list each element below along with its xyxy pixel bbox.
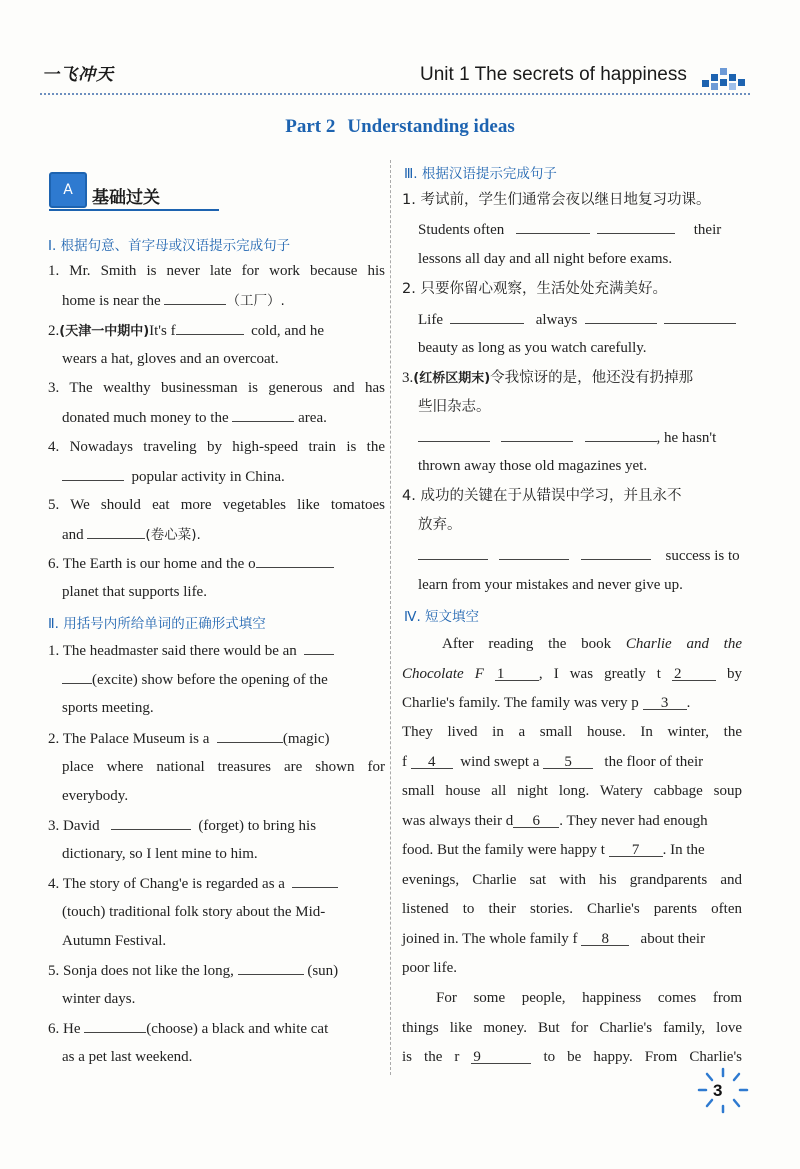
s3-q3-line3: thrown away those old magazines yet. bbox=[418, 458, 648, 474]
answer-blank[interactable] bbox=[585, 427, 657, 442]
s1-q5-line1: 5. We should eat more vegetables like tomatoes bbox=[48, 497, 385, 513]
mosaic-decoration-icon bbox=[700, 66, 746, 92]
s3-q4-line1: success is to bbox=[418, 545, 740, 566]
s3-q4-line2: learn from your mistakes and never give up. bbox=[418, 577, 683, 593]
passage-line-7: was always their d 6 . They never had enough bbox=[402, 813, 708, 829]
s1-q1-line1: 1. Mr. Smith is never late for work because his bbox=[48, 263, 385, 279]
passage-line-13: For some people, happiness comes from bbox=[436, 990, 742, 1006]
passage-line-1: After reading the book Charlie and the bbox=[442, 636, 742, 652]
answer-blank[interactable] bbox=[217, 728, 283, 743]
section-4-heading: Ⅳ. 短文填空 bbox=[404, 609, 480, 625]
s3-q3-chinese-2: 些旧杂志。 bbox=[418, 399, 491, 415]
part-name: Understanding ideas bbox=[347, 116, 515, 137]
answer-blank[interactable] bbox=[516, 219, 590, 234]
answer-blank[interactable] bbox=[176, 320, 244, 335]
answer-blank[interactable] bbox=[256, 553, 334, 568]
answer-blank[interactable] bbox=[232, 407, 294, 422]
answer-blank[interactable] bbox=[418, 427, 490, 442]
passage-line-9: evenings, Charlie sat with his grandparents and bbox=[402, 872, 742, 888]
section-badge bbox=[49, 172, 87, 208]
answer-blank[interactable] bbox=[111, 815, 191, 830]
passage-line-11: joined in. The whole family f 8 about their bbox=[402, 931, 706, 947]
s2-q6-line2: as a pet last weekend. bbox=[62, 1049, 193, 1065]
section-1-heading: Ⅰ. 根据句意、首字母或汉语提示完成句子 bbox=[48, 238, 291, 254]
s3-q2-chinese: 2. 只要你留心观察，生活处处充满美好。 bbox=[402, 281, 667, 297]
s2-q6-line1: 6. He (choose) a black and white cat bbox=[48, 1018, 328, 1039]
s2-q1-line1: 1. The headmaster said there would be an bbox=[48, 640, 334, 661]
s1-q4-line1: 4. Nowadays traveling by high-speed train is the bbox=[48, 439, 385, 455]
section-3-heading: Ⅲ. 根据汉语提示完成句子 bbox=[404, 166, 557, 182]
s3-q4-chinese: 4. 成功的关键在于从错误中学习，并且永不 bbox=[402, 488, 682, 504]
sun-rays-icon bbox=[695, 1066, 751, 1116]
passage-line-8: food. But the family were happy t 7 . In the bbox=[402, 842, 705, 858]
blank-9[interactable]: 9 bbox=[471, 1047, 531, 1064]
s3-q4-chinese-2: 放弃。 bbox=[418, 517, 462, 533]
s1-q5-line2: and (卷心菜). bbox=[62, 524, 201, 545]
s2-q5-line1: 5. Sonja does not like the long, (sun) bbox=[48, 960, 338, 981]
answer-blank[interactable] bbox=[238, 960, 304, 975]
s2-q3-line2: dictionary, so I lent mine to him. bbox=[62, 846, 258, 862]
s2-q2-line1: 2. The Palace Museum is a (magic) bbox=[48, 728, 330, 749]
s2-q4-line1: 4. The story of Chang'e is regarded as a bbox=[48, 873, 338, 894]
blank-7[interactable]: 7 bbox=[609, 840, 663, 857]
s1-q1-line2: home is near the （工厂）. bbox=[62, 290, 285, 311]
answer-blank[interactable] bbox=[292, 873, 338, 888]
blank-2[interactable]: 2 bbox=[672, 664, 716, 681]
s2-q5-line2: winter days. bbox=[62, 991, 136, 1007]
badge-underline bbox=[49, 209, 219, 211]
answer-blank[interactable] bbox=[164, 290, 226, 305]
part-title bbox=[0, 116, 800, 138]
answer-blank[interactable] bbox=[585, 309, 657, 324]
s2-q3-line1: 3. David (forget) to bring his bbox=[48, 815, 316, 836]
passage-line-15: is the r 9 to be happy. From Charlie's bbox=[402, 1049, 743, 1065]
blank-4[interactable]: 4 bbox=[411, 752, 453, 769]
answer-blank[interactable] bbox=[304, 640, 334, 655]
passage-line-4: They lived in a small house. In winter, the bbox=[402, 724, 742, 740]
answer-blank[interactable] bbox=[581, 545, 651, 560]
s1-q3-line1: 3. The wealthy businessman is generous and has bbox=[48, 380, 385, 396]
passage-line-2: Chocolate F 1 , I was greatly t 2 by bbox=[402, 666, 743, 682]
s1-q2-line1: 2.(天津一中期中)It's f cold, and he bbox=[48, 320, 324, 342]
passage-line-10: listened to their stories. Charlie's parents often bbox=[402, 901, 742, 917]
s3-q1-chinese: 1. 考试前，学生们通常会夜以继日地复习功课。 bbox=[402, 192, 711, 208]
s2-q1-line2: (excite) show before the opening of the bbox=[62, 669, 328, 690]
s1-q6-line1: 6. The Earth is our home and the o bbox=[48, 553, 334, 574]
badge-title: 基础过关 bbox=[92, 188, 160, 208]
s2-q4-line2: (touch) traditional folk story about the Mid- bbox=[62, 904, 326, 920]
badge-letter: A bbox=[63, 182, 73, 198]
s3-q3-line2: , he hasn't bbox=[418, 427, 716, 448]
s1-q3-line2: donated much money to the area. bbox=[62, 407, 327, 428]
answer-blank[interactable] bbox=[664, 309, 736, 324]
passage-line-6: small house all night long. Watery cabbage soup bbox=[402, 783, 742, 799]
publisher-logo: 一飞冲天 bbox=[42, 65, 114, 85]
blank-3[interactable]: 3 bbox=[643, 693, 687, 710]
answer-blank[interactable] bbox=[450, 309, 524, 324]
passage-line-5: f 4 wind swept a 5 the floor of their bbox=[402, 754, 704, 770]
section-2-heading: Ⅱ. 用括号内所给单词的正确形式填空 bbox=[48, 616, 266, 632]
page-number: 3 bbox=[713, 1081, 723, 1100]
header-divider bbox=[40, 93, 750, 95]
answer-blank[interactable] bbox=[84, 1018, 146, 1033]
answer-blank[interactable] bbox=[499, 545, 569, 560]
passage-line-12: poor life. bbox=[402, 960, 457, 976]
s3-q2-line2: beauty as long as you watch carefully. bbox=[418, 340, 647, 356]
s3-q1-line1: Students often their bbox=[418, 219, 721, 240]
s1-q4-line2: popular activity in China. bbox=[62, 466, 285, 487]
passage-line-3: Charlie's family. The family was very p 3 . bbox=[402, 695, 691, 711]
answer-blank[interactable] bbox=[62, 466, 124, 481]
part-label: Part 2 bbox=[285, 116, 336, 137]
blank-1[interactable]: 1 bbox=[495, 664, 539, 681]
passage-line-14: things like money. But for Charlie's family, love bbox=[402, 1020, 742, 1036]
s3-q3-line1: 3.(红桥区期末)令我惊讶的是，他还没有扔掉那 bbox=[402, 370, 694, 386]
s2-q2-line3: everybody. bbox=[62, 788, 129, 804]
s3-q1-line2: lessons all day and all night before exams. bbox=[418, 251, 673, 267]
answer-blank[interactable] bbox=[597, 219, 675, 234]
column-divider bbox=[390, 160, 391, 1075]
s2-q4-line3: Autumn Festival. bbox=[62, 933, 167, 949]
s1-q2-line2: wears a hat, gloves and an overcoat. bbox=[62, 351, 279, 367]
answer-blank[interactable] bbox=[87, 524, 145, 539]
answer-blank[interactable] bbox=[501, 427, 573, 442]
blank-5[interactable]: 5 bbox=[543, 752, 593, 769]
s2-q1-line3: sports meeting. bbox=[62, 700, 154, 716]
blank-6[interactable]: 6 bbox=[513, 811, 559, 828]
blank-8[interactable]: 8 bbox=[581, 929, 629, 946]
answer-blank[interactable] bbox=[418, 545, 488, 560]
s3-q2-line1: Life always bbox=[418, 309, 736, 330]
unit-title: Unit 1 The secrets of happiness bbox=[420, 64, 687, 85]
s2-q2-line2: place where national treasures are shown for bbox=[62, 759, 385, 775]
answer-blank-cont[interactable] bbox=[62, 669, 92, 684]
s1-q6-line2: planet that supports life. bbox=[62, 584, 207, 600]
